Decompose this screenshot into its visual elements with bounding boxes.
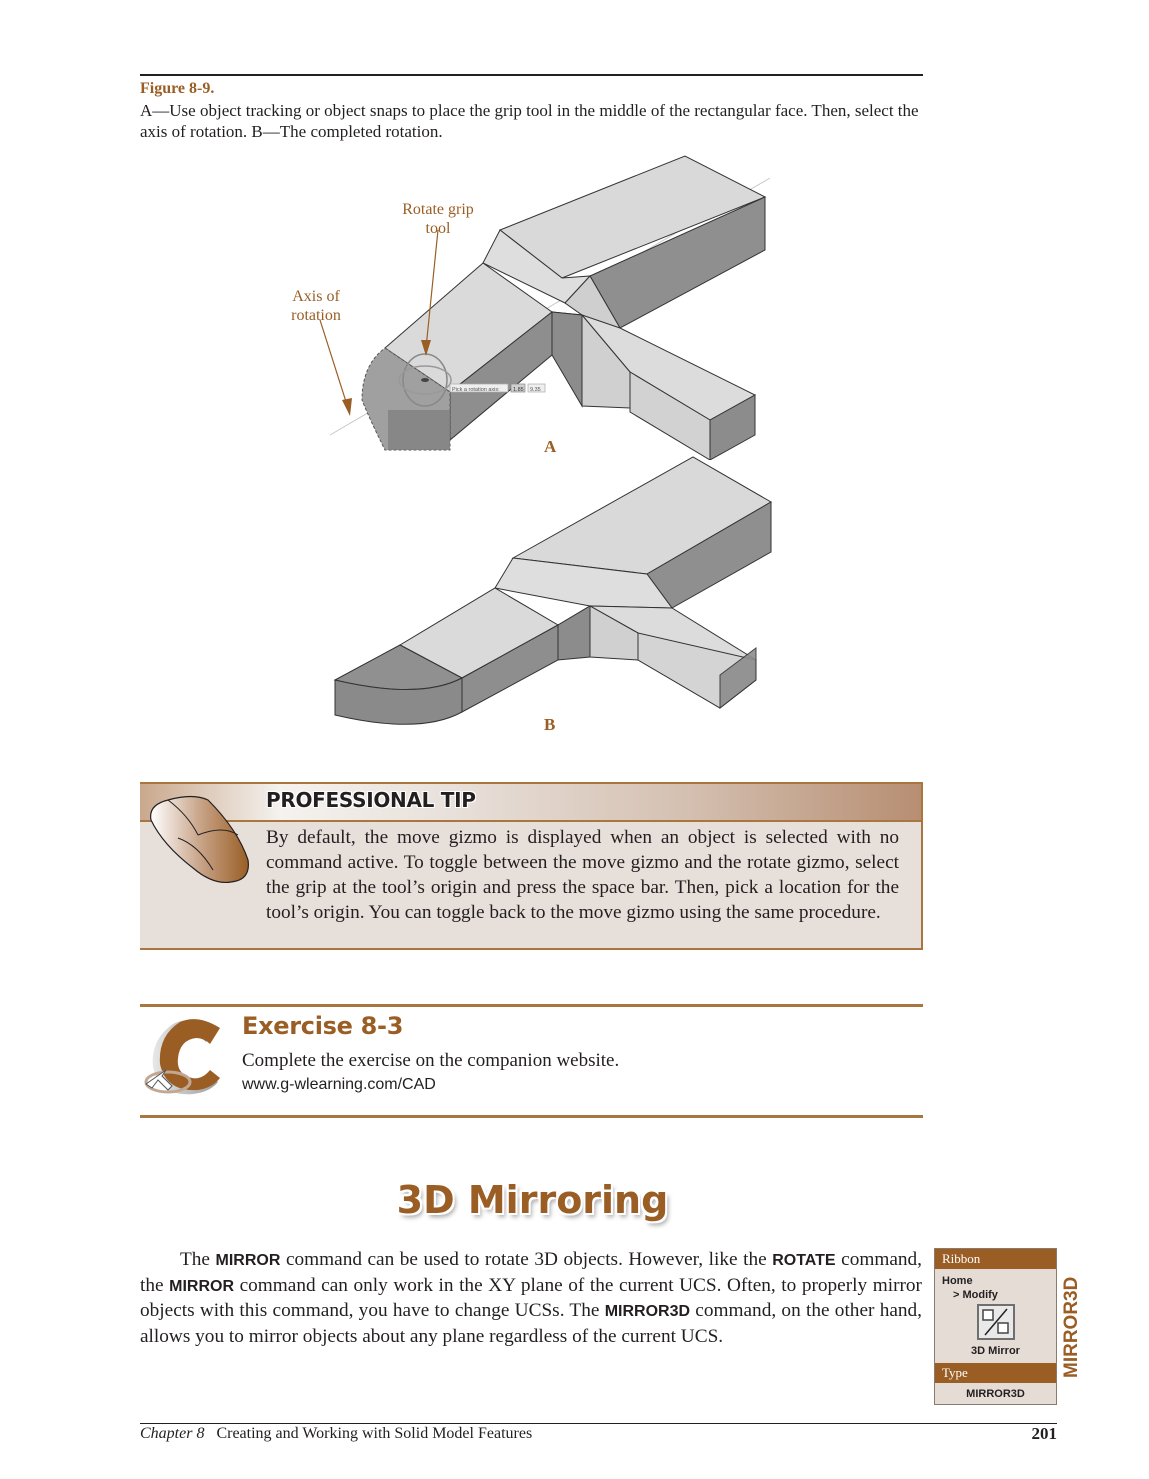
top-rule <box>140 74 923 76</box>
exercise-description: Complete the exercise on the companion website. <box>242 1050 620 1071</box>
3d-mirror-label: 3D Mirror <box>971 1345 1020 1357</box>
type-command: MIRROR3D <box>966 1388 1025 1400</box>
figure-a-drawing <box>300 150 790 460</box>
exercise-top-rule <box>140 1004 923 1007</box>
tooltip-prompt: Pick a rotation axis: <box>452 387 500 393</box>
keyword-mirror3d: MIRROR3D <box>604 1303 691 1320</box>
exercise-title: Exercise 8-3 <box>242 1012 404 1040</box>
keyword-rotate: ROTATE <box>772 1252 836 1269</box>
companion-website-icon <box>138 1012 233 1102</box>
figure-caption: A—Use object tracking or object snaps to place the grip tool in the middle of the rectangular face. Then, select the axis of rotation. B—The completed rotation. <box>140 101 919 141</box>
professional-tip-title: PROFESSIONAL TIP <box>266 788 476 812</box>
3d-mirror-button[interactable] <box>977 1304 1015 1340</box>
mouse-icon <box>143 790 253 885</box>
callout-axis-of-rotation: Axis of rotation <box>291 288 341 324</box>
page-number: 201 <box>1031 1424 1057 1443</box>
ribbon-tab-home: Home <box>942 1275 973 1287</box>
svg-text:9.35: 9.35 <box>530 387 541 393</box>
keyword-mirror: MIRROR <box>169 1277 235 1295</box>
footer-chapter: Chapter 8 Creating and Working with Solid Model Features <box>140 1425 533 1442</box>
callout-rotate-grip-tool: Rotate grip tool <box>402 201 474 237</box>
part-a-label: A <box>544 437 557 456</box>
part-b-label: B <box>544 715 556 734</box>
ribbon-panel-modify: > Modify <box>953 1289 998 1301</box>
keyword-mirror: MIRROR <box>215 1252 281 1269</box>
ribbon-band: Ribbon <box>935 1249 1056 1269</box>
section-paragraph: The MIRROR command can be used to rotate 3D objects. However, like the ROTATE command, the MIRROR command can only work in the XY plane of the current UCS. Often, to properly mirror objects with this command, you have to change UCSs. The MIRROR3D command, on the other hand, allows you to mirror objects about any plane regardless of the current UCS. <box>140 1249 922 1347</box>
command-vertical-label: MIRROR3D <box>1061 1276 1082 1378</box>
section-title: 3D Mirroring <box>396 1178 669 1222</box>
professional-tip-body: By default, the move gizmo is displayed when an object is selected with no command active. To toggle between the move gizmo and the rotate gizmo, select the grip at the tool’s origin and press the space bar. Then, pick a location for the tool’s origin. You can toggle back to the move gizmo using the same procedure. <box>266 827 899 923</box>
type-band: Type <box>935 1363 1056 1383</box>
figure-label: Figure 8-9. <box>140 80 215 97</box>
svg-text:1.85: 1.85 <box>513 387 524 393</box>
3d-mirror-icon <box>979 1306 1013 1338</box>
exercise-url-link[interactable]: www.g-wlearning.com/CAD <box>242 1076 436 1093</box>
professional-tip-header <box>140 782 923 822</box>
exercise-bottom-rule <box>140 1115 923 1118</box>
footer-rule <box>140 1423 1057 1424</box>
command-access-box <box>934 1248 1057 1405</box>
figure-b-drawing <box>320 450 790 730</box>
